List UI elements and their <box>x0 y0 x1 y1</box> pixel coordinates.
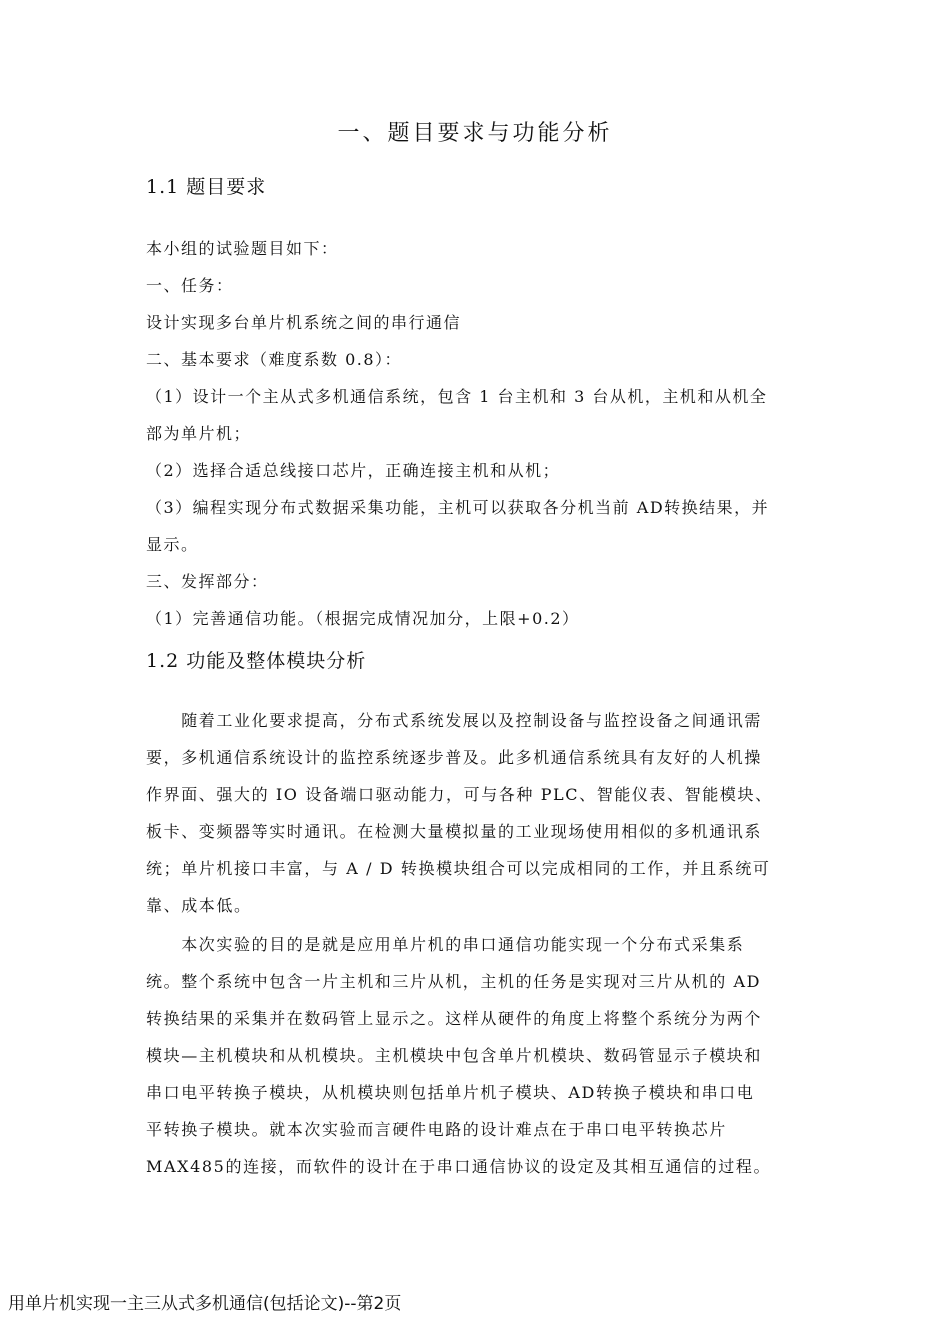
paragraph-line: 统。整个系统中包含一片主机和三片从机，主机的任务是实现对三片从机的 AD <box>146 972 762 991</box>
paragraph-line: MAX485的连接，而软件的设计在于串口通信协议的设定及其相互通信的过程。 <box>146 1157 772 1176</box>
text-line: 三、发挥部分： <box>146 572 269 591</box>
section-heading-analysis: 1.2 功能及整体模块分析 <box>146 650 367 672</box>
paragraph-line: 平转换子模块。就本次实验而言硬件电路的设计难点在于串口电平转换芯片 <box>146 1120 727 1139</box>
paragraph-line: 板卡、变频器等实时通讯。在检测大量模拟量的工业现场使用相似的多机通讯系 <box>146 822 763 841</box>
paragraph-line: 本次实验的目的是就是应用单片机的串口通信功能实现一个分布式采集系 <box>146 935 745 954</box>
paragraph-line: 串口电平转换子模块，从机模块则包括单片机子模块、AD转换子模块和串口电 <box>146 1083 755 1102</box>
section-heading-requirements: 1.1 题目要求 <box>146 176 267 198</box>
text-line: （2）选择合适总线接口芯片，正确连接主机和从机； <box>146 461 561 480</box>
text-line: （1）完善通信功能。（根据完成情况加分，上限+0.2） <box>146 609 580 628</box>
text-line: 设计实现多台单片机系统之间的串行通信 <box>146 313 462 332</box>
text-line: 二、基本要求（难度系数 0.8）： <box>146 350 403 369</box>
text-line: 本小组的试验题目如下： <box>146 239 339 258</box>
paragraph-line: 模块—主机模块和从机模块。主机模块中包含单片机模块、数码管显示子模块和 <box>146 1046 763 1065</box>
text-line: （3）编程实现分布式数据采集功能，主机可以获取各分机当前 AD转换结果，并 <box>146 498 770 517</box>
text-line: （1）设计一个主从式多机通信系统，包含 1 台主机和 3 台从机，主机和从机全 <box>146 387 768 406</box>
page-footer: 用单片机实现一主三从式多机通信(包括论文)--第2页 <box>8 1294 402 1314</box>
paragraph-line: 随着工业化要求提高，分布式系统发展以及控制设备与监控设备之间通讯需 <box>146 711 763 730</box>
paragraph-line: 靠、成本低。 <box>146 896 252 915</box>
page-title: 一、题目要求与功能分析 <box>337 121 613 146</box>
paragraph-line: 作界面、强大的 IO 设备端口驱动能力，可与各种 PLC、智能仪表、智能模块、 <box>146 785 773 804</box>
paragraph-line: 转换结果的采集并在数码管上显示之。这样从硬件的角度上将整个系统分为两个 <box>146 1009 763 1028</box>
text-line: 显示。 <box>146 535 199 554</box>
paragraph-line: 要，多机通信系统设计的监控系统逐步普及。此多机通信系统具有友好的人机操 <box>146 748 763 767</box>
text-line: 一、任务： <box>146 276 234 295</box>
text-line: 部为单片机； <box>146 424 252 443</box>
paragraph-line: 统；单片机接口丰富，与 A / D 转换模块组合可以完成相同的工作，并且系统可 <box>146 859 771 878</box>
